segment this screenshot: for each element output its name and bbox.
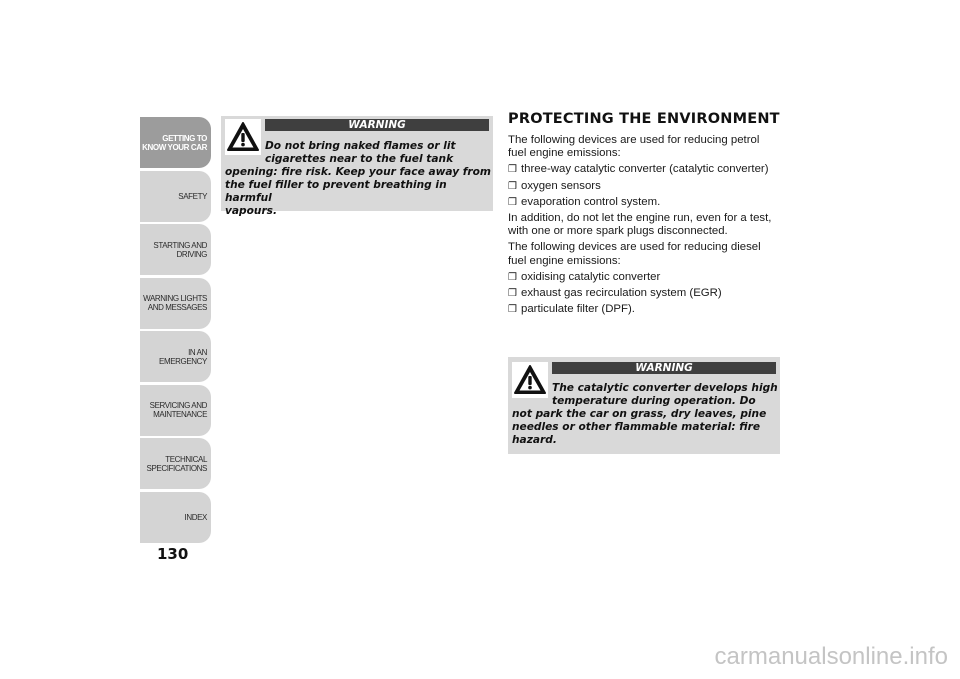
tab-label: AND MESSAGES — [147, 303, 207, 312]
list-item — [508, 287, 780, 300]
warning-header: WARNING — [552, 362, 776, 374]
list-item-text: evaporation control system. — [521, 195, 661, 208]
bullet-checkbox-icon: ❒ — [508, 164, 517, 176]
watermark: carmanualsonline.info — [714, 643, 948, 670]
environment-section — [508, 111, 780, 319]
tab-safety[interactable] — [140, 171, 211, 222]
bullet-checkbox-icon: ❒ — [508, 180, 517, 192]
tab-label: DRIVING — [176, 249, 207, 259]
tab-label: MAINTENANCE — [153, 410, 207, 419]
tab-label: SAFETY — [178, 191, 207, 201]
paragraph: In addition, do not let the engine run, even for a test, with one or more spark plugs disconnected. — [508, 212, 772, 238]
tab-label: STARTING AND — [153, 240, 207, 250]
warning-box-catalytic — [508, 357, 780, 454]
warning-text-continued — [225, 166, 491, 218]
page-number: 130 — [157, 545, 189, 563]
warning-triangle-icon — [512, 362, 548, 398]
tab-label: TECHNICAL — [165, 454, 207, 464]
paragraph: The following devices are used for reducing petrol fuel engine emissions: — [508, 134, 760, 160]
list-item-text: particulate filter (DPF). — [521, 303, 635, 316]
bullet-checkbox-icon: ❒ — [508, 271, 517, 283]
warning-line: The catalytic converter develops high — [552, 382, 778, 394]
list-item — [508, 163, 780, 176]
warning-line: cigarettes near to the fuel tank — [265, 153, 454, 165]
tab-label: GETTING TO — [162, 133, 207, 143]
list-item — [508, 303, 780, 316]
tab-label: WARNING LIGHTS — [143, 294, 207, 303]
bullet-checkbox-icon: ❒ — [508, 304, 517, 316]
tab-label: KNOW YOUR CAR — [142, 142, 207, 152]
bullet-checkbox-icon: ❒ — [508, 288, 517, 300]
chapter-sidebar — [140, 117, 211, 545]
tab-label: INDEX — [184, 512, 207, 522]
tab-label: SERVICING AND — [149, 401, 207, 410]
tab-warning-lights-and-messages[interactable] — [140, 278, 211, 329]
warning-line: vapours. — [225, 205, 278, 217]
section-heading: PROTECTING THE ENVIRONMENT — [508, 111, 780, 127]
warning-line: Do not bring naked flames or lit — [265, 140, 456, 152]
warning-text-continued — [512, 408, 778, 447]
list-item-text: three-way catalytic converter (catalytic converter) — [521, 163, 769, 176]
warning-box-fuel — [221, 116, 493, 217]
list-item-text: oxygen sensors — [521, 179, 601, 192]
warning-line: opening: fire risk. Keep your face away from — [225, 166, 491, 178]
warning-header: WARNING — [265, 119, 489, 131]
warning-text — [265, 140, 491, 166]
tab-label: IN AN EMERGENCY — [159, 347, 207, 366]
warning-line: the fuel filler to prevent breathing in harmful — [225, 179, 447, 204]
warning-text — [552, 382, 778, 408]
warning-line: temperature during operation. Do — [552, 395, 756, 407]
list-item-text: exhaust gas recirculation system (EGR) — [521, 287, 722, 300]
tab-in-an-emergency[interactable] — [140, 331, 211, 382]
warning-line: needles or other flammable material: fire — [512, 421, 761, 433]
tab-index[interactable] — [140, 492, 211, 543]
list-item — [508, 196, 780, 209]
list-item — [508, 271, 780, 284]
tab-getting-to-know-your-car[interactable] — [140, 117, 211, 168]
warning-line: not park the car on grass, dry leaves, pine — [512, 408, 767, 420]
tab-servicing-and-maintenance[interactable] — [140, 385, 211, 436]
bullet-checkbox-icon: ❒ — [508, 196, 517, 208]
warning-line: hazard. — [512, 434, 557, 446]
tab-technical-specifications[interactable] — [140, 438, 211, 489]
warning-triangle-icon — [225, 119, 261, 155]
tab-label: SPECIFICATIONS — [146, 463, 207, 473]
list-item — [508, 180, 780, 193]
paragraph: The following devices are used for reducing diesel fuel engine emissions: — [508, 241, 761, 267]
tab-starting-and-driving[interactable] — [140, 224, 211, 275]
list-item-text: oxidising catalytic converter — [521, 270, 661, 283]
